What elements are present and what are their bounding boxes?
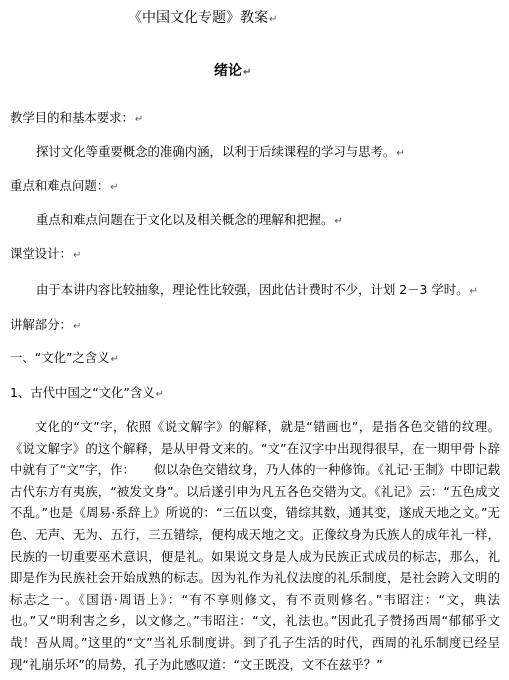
section-body-class-design: 由于本讲内容比较抽象，理论性比较强，因此估计费时不少，计划 2－3 学时。↵ [36,282,478,297]
section-label-class-design: 课堂设计：↵ [10,246,82,261]
subheading-ancient-meaning: 1、古代中国之“文化”含义↵ [10,385,165,400]
section-body-objectives: 探讨文化等重要概念的准确内涵，以利于后续课程的学习与思考。↵ [36,144,405,159]
subheading-culture-meaning: 一、“文化”之含义↵ [10,350,119,365]
paragraph-mark: ↵ [269,14,278,25]
section-label-objectives: 教学目的和基本要求：↵ [10,110,144,125]
body-paragraph [10,416,500,675]
lecture-label: 讲解部分：↵ [10,317,82,332]
paragraph-mark: ↵ [334,216,343,227]
paragraph-mark: ↵ [243,67,252,78]
document-title: 《中国文化专题》教案↵ [128,10,278,26]
section-body-key-points: 重点和难点问题在于文化以及相关概念的理解和把握。↵ [36,212,343,227]
paragraph-mark: ↵ [469,286,478,297]
paragraph-mark: ↵ [155,389,165,400]
paragraph-mark: ↵ [396,148,405,159]
paragraph-mark: ↵ [134,114,144,125]
paragraph-mark: ↵ [110,182,119,193]
body-paragraph-text: 文化的“文”字，依照《说文解字》的解释，就是“错画也”，是指各色交错的纹理。《说文解字》的这个解释，是从甲骨文来的。“文”在汉字中出现得很早，在一期甲骨卜辞中就有了“文”字，作： 似以杂色交错纹身，乃人体的一种修饰。《礼记·王制》中即记载古代东方有夷族，“被发文身”。以后遂引申为凡五各色交错为文。《礼记》云：“五色成文不乱。”也是《周易·系辞上》所说的：“三伍以变，错综其数，通其变，遂成天地之文。”无色、无声、无为、五行，三五错综，便构成天地之文。正像纹身为氏族人的成年礼一样，民族的一切重要巫术意识，便是礼。如果说文身是人成为民族正式成员的标志，那么，礼即是作为民族社会开始成熟的标志。因为礼作为礼仪法度的礼乐制度，是社会跨入文明的标志之一。《国语·周语上》：“有不享则修文，有不贡则修名。”韦昭注：“文，典法也。”又“明利害之乡，以文修之。”韦昭注：“文，礼法也。”因此孔子赞扬西周“郁郁乎文哉！吾从周。”这里的“文”当礼乐制度讲。到了孔子生活的时代，西周的礼乐制度已经呈现“礼崩乐坏”的局势，孔子为此感叹道：“文王既没，文不在兹乎？” [10,419,500,672]
paragraph-mark: ↵ [72,250,82,261]
paragraph-mark: ↵ [72,321,82,332]
paragraph-mark: ↵ [110,354,119,365]
chapter-heading: 绪论↵ [214,63,252,79]
section-label-key-points: 重点和难点问题：↵ [10,178,119,193]
